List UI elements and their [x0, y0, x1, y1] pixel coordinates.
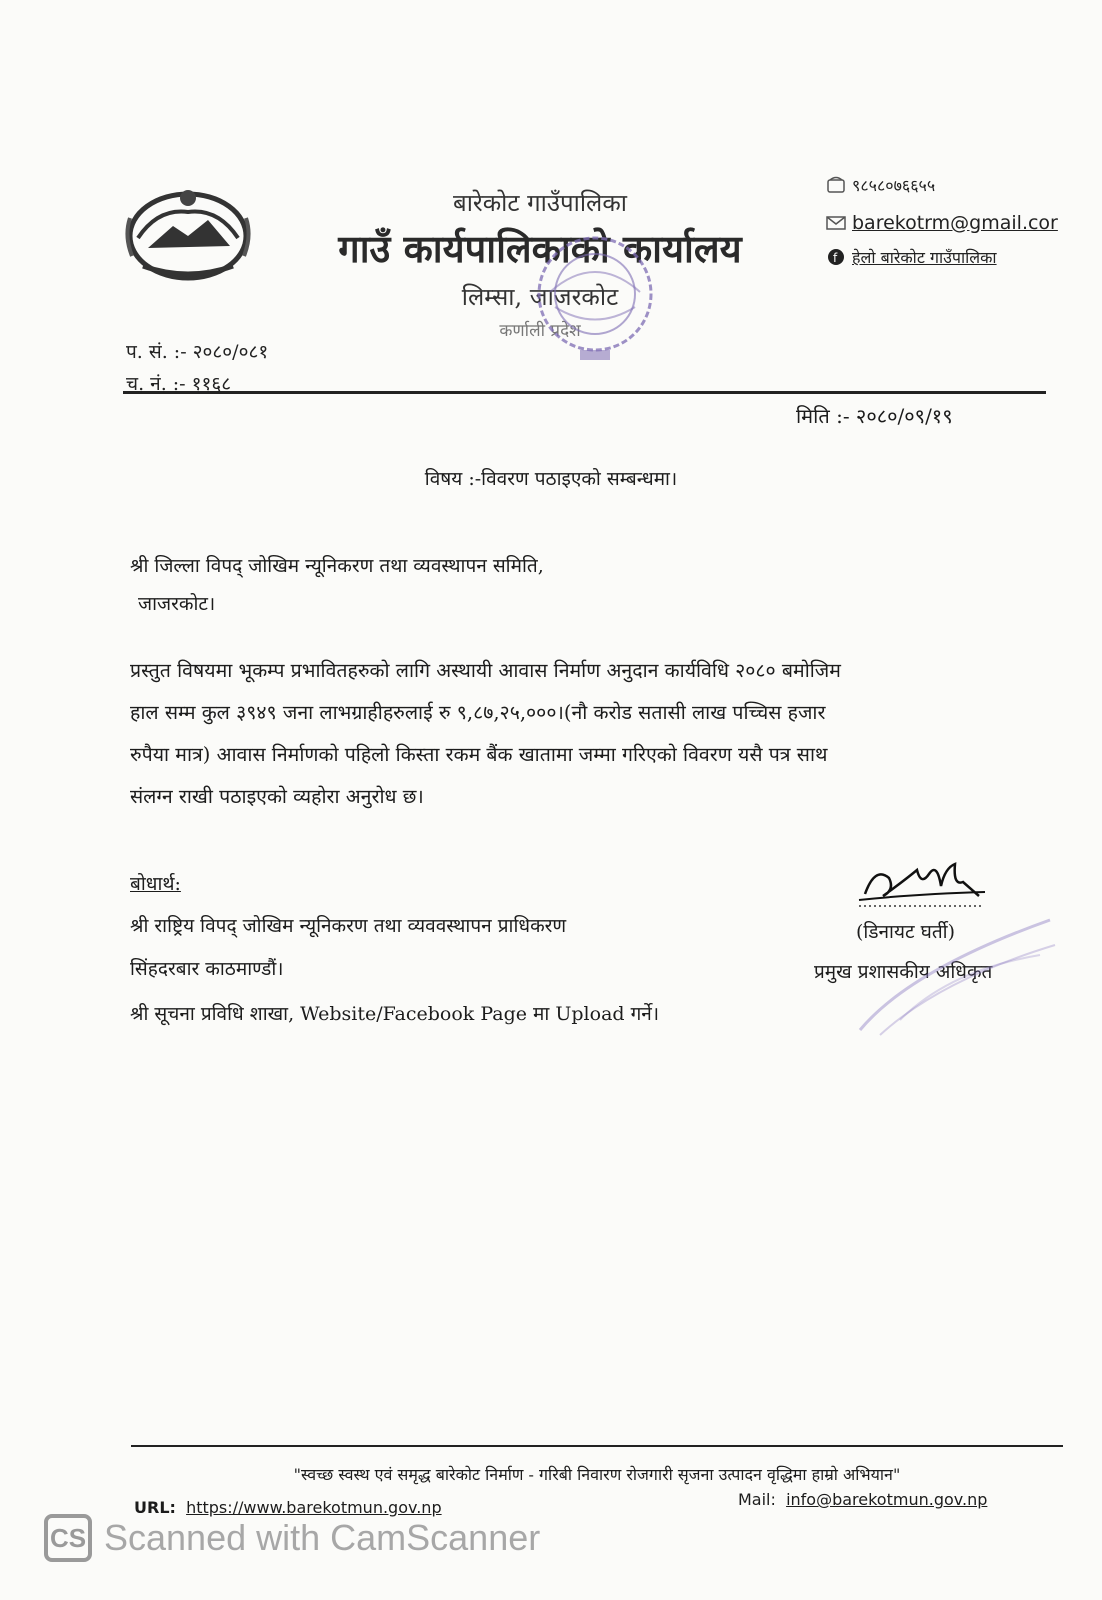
signatory-title: प्रमुख प्रशासकीय अधिकृत: [814, 961, 993, 983]
letter-date: मिति :- २०८०/०९/१९: [796, 404, 953, 428]
body-line: रुपैया मात्र) आवास निर्माणको पहिलो किस्ता रकम बैंक खातामा जम्मा गरिएको विवरण यसै पत्र साथ: [130, 743, 828, 766]
cc-line-1: श्री राष्ट्रिय विपद् जोखिम न्यूनिकरण तथा व्यववस्थापन प्राधिकरण: [130, 915, 567, 937]
phone-number: ९८५८०७६६५५: [852, 176, 936, 195]
footer-slogan: "स्वच्छ स्वस्थ एवं समृद्ध बारेकोट निर्माण - गरिबी निवारण रोजगारी सृजना उत्पादन वृद्धिमा हाम्रो अभियान": [293, 1465, 901, 1484]
cc-heading: बोधार्थ:: [130, 873, 181, 895]
letter-subject: विषय :-विवरण पठाइएको सम्बन्धमा।: [424, 468, 678, 490]
footer-mail: [738, 1490, 987, 1509]
watermark-text: Scanned with CamScanner: [104, 1517, 541, 1558]
contact-facebook: [826, 246, 997, 268]
phone-icon: [826, 176, 846, 194]
facebook-icon: [826, 248, 846, 266]
email-address[interactable]: barekotrm@gmail.cor: [852, 212, 1058, 234]
website-link[interactable]: https://www.barekotmun.gov.np: [186, 1498, 442, 1517]
envelope-icon: [826, 214, 846, 232]
body-line: संलग्न राखी पठाइएको व्यहोरा अनुरोध छ।: [130, 785, 424, 808]
office-name: गाउँ कार्यपालिकाको कार्यालय: [338, 226, 742, 271]
office-province: कर्णाली प्रदेश: [499, 321, 581, 341]
office-place: लिम्सा, जाजरकोट: [461, 283, 619, 311]
body-line: प्रस्तुत विषयमा भूकम्प प्रभावितहरुको लागि अस्थायी आवास निर्माण अनुदान कार्यविधि २०८० बमोजिम: [130, 659, 841, 682]
body-line: हाल सम्म कुल ३९४९ जना लाभग्राहीहरुलाई रु ९,८७,२५,०००।(नौ करोड सतासी लाख पच्चिस हजार: [130, 701, 826, 724]
facebook-page[interactable]: हेलो बारेकोट गाउँपालिका: [852, 248, 997, 267]
mail-link[interactable]: info@barekotmun.gov.np: [786, 1490, 988, 1509]
signatory-name: (डिनायट घर्ती): [856, 921, 955, 943]
cc-line-2: सिंहदरबार काठमाण्डौं।: [130, 958, 284, 980]
handwritten-signature: [855, 856, 990, 916]
cc-line-3: श्री सूचना प्रविधि शाखा, Website/Facebook Page मा Upload गर्ने।: [130, 1003, 660, 1025]
camscanner-watermark: [44, 1514, 540, 1562]
patra-sankhya: प. सं. :- २०८०/०८१: [126, 341, 269, 363]
contact-phone: [826, 174, 935, 196]
mail-label: Mail:: [738, 1490, 776, 1509]
letter-body: [130, 650, 1045, 818]
footer-divider: [131, 1445, 1063, 1447]
contact-email: [826, 212, 1058, 234]
camscanner-logo-icon: CS: [44, 1514, 92, 1562]
nepal-emblem-icon: [118, 178, 258, 288]
addressee-line-1: श्री जिल्ला विपद् जोखिम न्यूनिकरण तथा व्यवस्थापन समिति,: [130, 555, 544, 577]
svg-text:f: f: [833, 251, 838, 265]
header-divider: [123, 391, 1046, 394]
signatory-stamp: [850, 910, 1060, 1040]
addressee-line-2: जाजरकोट।: [138, 593, 216, 615]
office-seal-stamp: [520, 232, 670, 372]
municipality-name: बारेकोट गाउँपालिका: [453, 189, 627, 217]
chalani-number: च. नं. :- ११६८: [126, 373, 232, 395]
url-label: URL:: [134, 1498, 176, 1517]
